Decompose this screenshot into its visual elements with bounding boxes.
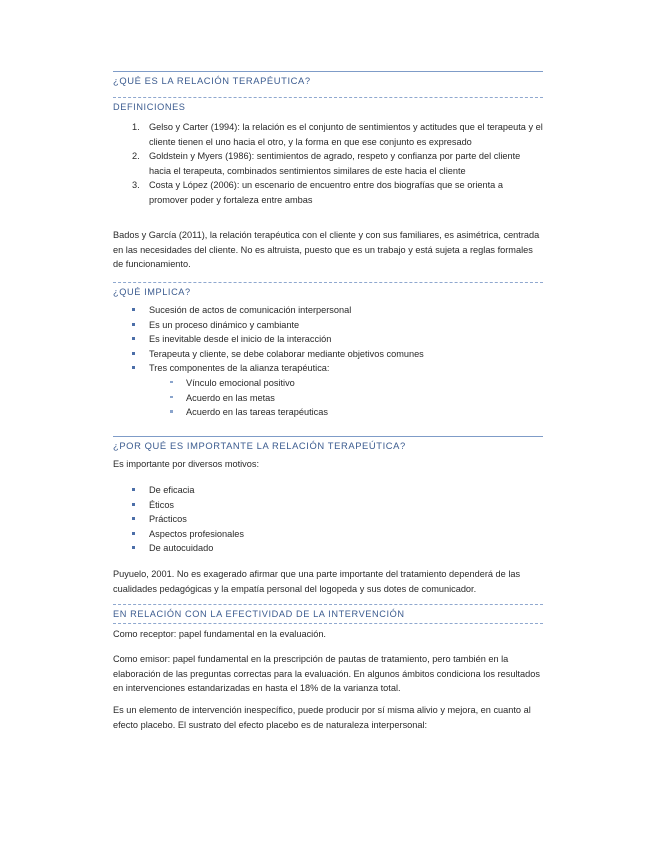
paragraph-puyuelo: Puyuelo, 2001. No es exagerado afirmar que una parte importante del tratamiento dependerá de las cualidades pedagógicas y la empatía personal del logopeda y sus dotes de comunicador. xyxy=(113,569,521,594)
sub-list-item xyxy=(113,376,543,391)
list-item xyxy=(113,318,543,333)
list-item xyxy=(113,361,543,376)
sub-bullet-icon xyxy=(170,410,173,413)
list-item-text: Acuerdo en las tareas terapéuticas xyxy=(186,407,328,418)
paragraph-intro: Es importante por diversos motivos: xyxy=(113,459,260,469)
bullet-icon xyxy=(132,488,135,491)
list-item xyxy=(113,512,543,527)
list-item-text: Vínculo emocional positivo xyxy=(186,377,295,388)
bullet-icon xyxy=(132,337,135,340)
bullet-icon xyxy=(132,323,135,326)
list-item-text: Es un proceso dinámico y cambiante xyxy=(149,319,300,330)
list-item-text: Costa y López (2006): un escenario de encuentro entre dos biografías que se orienta a promover poder y fortaleza entre ambas xyxy=(149,180,503,205)
heading-que-es: ¿QUÉ ES LA RELACIÓN TERAPÉUTICA? xyxy=(113,75,311,86)
list-item xyxy=(113,347,543,362)
heading-por-que: ¿POR QUÉ ES IMPORTANTE LA RELACIÓN TERAPEÚTICA? xyxy=(113,440,406,451)
list-item xyxy=(113,527,543,542)
bullet-icon xyxy=(132,546,135,549)
bullet-icon xyxy=(132,366,135,369)
list-item-text: Tres componentes de la alianza terapéutica: xyxy=(149,363,330,374)
motivos-list xyxy=(113,483,543,556)
list-item-text: Acuerdo en las metas xyxy=(186,392,275,403)
list-item-text: Goldstein y Myers (1986): sentimientos de agrado, respeto y confianza por parte del cliente hacia el terapeuta, combinados sentimientos similares de este hacia el cliente xyxy=(149,151,521,176)
bullet-icon xyxy=(132,503,135,506)
section-rule xyxy=(113,604,543,605)
list-number: 2. xyxy=(132,151,140,162)
list-item xyxy=(113,483,543,498)
sub-bullet-icon xyxy=(170,396,173,399)
list-item-text: Sucesión de actos de comunicación interpersonal xyxy=(149,305,352,315)
bullet-icon xyxy=(132,517,135,520)
sub-list-item xyxy=(113,391,543,406)
list-item xyxy=(113,332,543,347)
list-number: 1. xyxy=(132,122,140,132)
list-item-text: Es inevitable desde el inicio de la interacción xyxy=(149,334,332,345)
list-item-text: Aspectos profesionales xyxy=(149,528,244,539)
paragraph-bados: Bados y García (2011), la relación terapéutica con el cliente y con sus familiares, es asimétrica, centrada en las necesidades del cliente. No es altruista, puesto que es un trabajo y está sujeta a reglas formales de funcionamiento. xyxy=(113,230,540,270)
list-item xyxy=(113,303,543,318)
list-item xyxy=(113,120,543,149)
list-item-text: Prácticos xyxy=(149,514,187,525)
bullet-icon xyxy=(132,352,135,355)
list-item-text: De autocuidado xyxy=(149,543,214,554)
heading-definiciones: DEFINICIONES xyxy=(113,102,186,112)
list-item xyxy=(113,178,543,207)
heading-efectividad: EN RELACIÓN CON LA EFECTIVIDAD DE LA INTERVENCIÓN xyxy=(113,607,543,624)
paragraph-placebo: Es un elemento de intervención inespecífico, puede producir por sí misma alivio y mejora, en cuanto al efecto placebo. El sustrato del efecto placebo es de naturaleza interpersonal: xyxy=(113,705,531,730)
list-number: 3. xyxy=(132,180,140,191)
implica-list xyxy=(113,303,543,420)
list-item-text: Terapeuta y cliente, se debe colaborar mediante objetivos comunes xyxy=(149,348,424,359)
list-item xyxy=(113,541,543,556)
definitions-list xyxy=(113,120,543,208)
list-item-text: Gelso y Carter (1994): la relación es el conjunto de sentimientos y actitudes que el terapeuta y el cliente tienen el uno hacia el otro, y la forma en que ese conjunto es expresado xyxy=(149,122,543,147)
paragraph-emisor: Como emisor: papel fundamental en la prescripción de pautas de tratamiento, pero también en la elaboración de las preguntas correctas para la evaluación. En algunos ámbitos condiciona los resultados en intervenciones estandarizadas en hasta el 18% de la varianza total. xyxy=(113,654,540,694)
bullet-icon xyxy=(132,532,135,535)
list-item-text: Éticos xyxy=(149,499,175,510)
list-item xyxy=(113,498,543,513)
paragraph-receptor: Como receptor: papel fundamental en la evaluación. xyxy=(113,629,326,639)
sub-list-item xyxy=(113,405,543,420)
list-item-text: De eficacia xyxy=(149,485,195,495)
bullet-icon xyxy=(132,308,135,311)
sub-bullet-icon xyxy=(170,381,173,384)
heading-que-implica: ¿QUÉ IMPLICA? xyxy=(113,287,191,297)
list-item xyxy=(113,149,543,178)
